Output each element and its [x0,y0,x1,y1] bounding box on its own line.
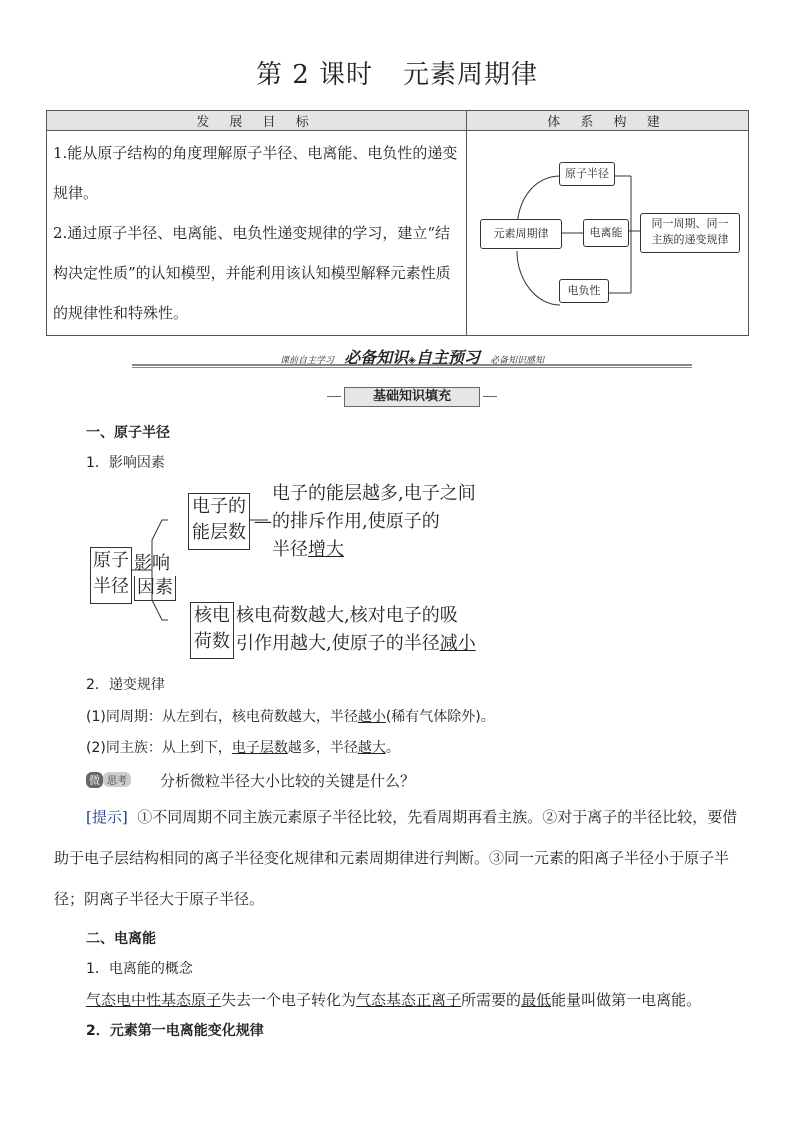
rule-2 [86,737,400,757]
ionization-definition [86,989,701,1010]
node-electronegativity: 电负性 [559,279,609,303]
rule2-a: (2)同主族：从上到下， [86,740,232,756]
goal-1: 1.能从原子结构的角度理解原子半径、电离能、电负性的递变规律。 [53,144,458,202]
hint-label: [提示] [86,808,128,826]
rule1-a: (1)同周期：从左到右，核电荷数越大，半径 [86,709,358,725]
tree-branch1-text [254,480,476,564]
section1-heading: 一、原子半径 [86,425,170,441]
tree-b2-text2a: 引作用越大,使原子的半径 [236,633,440,654]
banner-main-2: 自主预习 [415,348,480,367]
result-line-1: 同一周期、同一 [651,217,729,230]
rule1-c: (稀有气体除外)。 [385,709,495,725]
tree-b1-text2: 的排斥作用,使原子的 [272,511,440,532]
tree-b2-l2: 荷数 [194,631,230,652]
tree-b1-text3b: 增大 [308,539,344,560]
tree-b1-text3a: 半径 [272,539,308,560]
tree-b1-text3 [272,536,476,564]
tree-branch2-box [190,602,234,659]
rule2-e: 。 [385,740,400,756]
lesson-topic: 元素周期律 [403,60,539,90]
def-c: 气态基态正离子 [356,991,462,1009]
tree-branch2-text [236,602,476,658]
rule2-d: 越大 [357,740,386,756]
section2-sub1: 1．电离能的概念 [86,961,193,977]
section2-sub2: 2．元素第一电离能变化规律 [86,1023,264,1039]
think-tag [86,769,131,788]
goals-header: 发 展 目 标 [47,111,467,131]
rule-1 [86,706,495,726]
node-radius: 原子半径 [559,162,615,186]
banner-arrow-icon: ◈ [408,355,416,366]
rule2-b: 电子层数 [231,740,288,756]
lesson-number: 第 2 课时 [255,60,374,90]
rule1-b: 越小 [357,709,386,725]
tree-b1-text1: 电子的能层越多,电子之间 [272,483,476,504]
basis-label: 基础知识填充 [344,387,480,407]
hint-text: ①不同周期不同主族元素原子半径比较，先看周期再看主族。②对于离子的半径比较，要借助于电子层结构相同的离子半径变化规律和元素周期律进行判断。③同一元素的阳离子半径小于原子半径；阴离子半径大于原子半径。 [54,808,738,908]
def-f: 能量叫做第一电离能。 [551,991,702,1009]
tree-factor-l1: 影响 [134,553,170,574]
tree-b1-text2-wrap: —的排斥作用,使原子的 [254,511,440,532]
hint-paragraph [54,797,750,920]
tree-b2-l1: 核电 [194,605,230,626]
think-question: 分析微粒半径大小比较的关键是什么？ [160,772,416,790]
banner-right: 必备知识感知 [490,356,545,366]
node-ionization: 电离能 [583,219,629,247]
def-b: 失去一个电子转化为 [221,991,357,1009]
banner-left: 课前自主学习 [279,356,334,366]
goal-2: 2.通过原子半径、电离能、电负性递变规律的学习，建立“结构决定性质”的认知模型，并能利用该认知模型解释元素性质的规律性和特殊性。 [53,224,451,322]
tree-b2-text2 [236,630,476,658]
def-a: 气态电中性基态原子 [86,991,222,1009]
tree-root-l1: 原子 [93,550,129,571]
tree-b2-text2b: 减小 [439,633,476,654]
tree-branch1-box [188,493,250,550]
rule2-c: 越多，半径 [287,740,358,756]
section1-sub1: 1．影响因素 [86,455,165,471]
tree-b1-l1: 电子的 [192,496,246,517]
tree-root-box [90,547,132,604]
think-tag-wei: 微 [86,772,103,788]
tree-b2-text1: 核电荷数越大,核对电子的吸 [236,605,458,626]
node-root: 元素周期律 [480,219,562,249]
tree-b1-l2: 能层数 [192,522,246,543]
result-line-2: 主族的递变规律 [651,233,729,246]
tree-factor [134,552,176,601]
think-tag-sikao: 思考 [103,772,131,787]
section2-heading: 二、电离能 [86,931,156,947]
def-d: 所需要的 [461,991,522,1009]
system-header: 体 系 构 建 [467,111,749,131]
tree-root-l2: 半径 [93,576,129,597]
def-e: 最低 [521,991,552,1009]
section1-sub2: 2．递变规律 [86,677,165,693]
tree-factor-l2: 因素 [134,576,176,601]
banner-main-1: 必备知识 [344,348,409,367]
